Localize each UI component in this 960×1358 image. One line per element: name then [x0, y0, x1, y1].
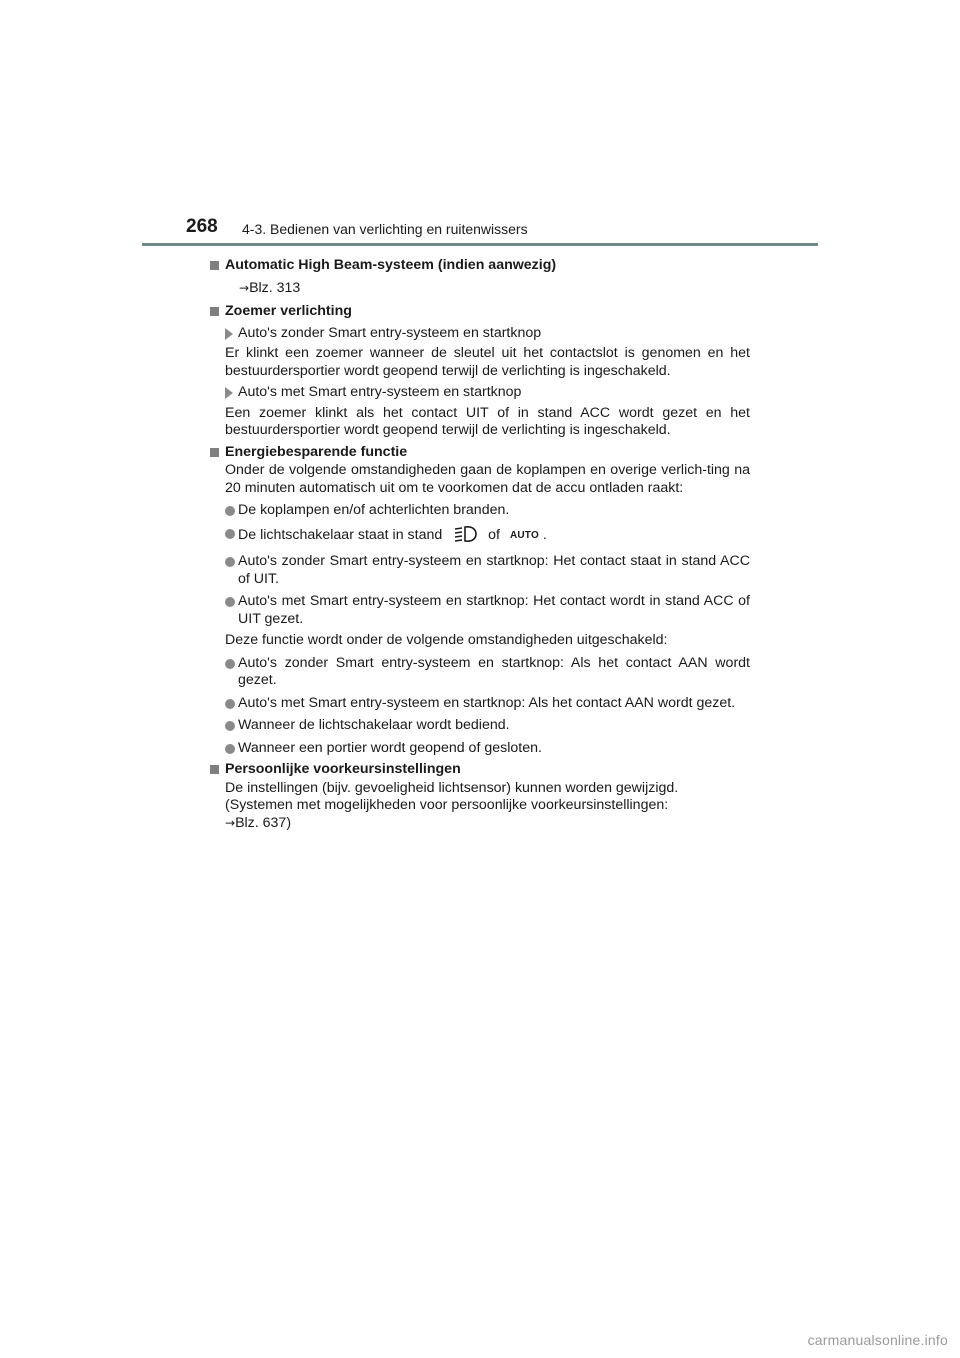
list-item-text: Auto's zonder Smart entry-systeem en startknop: Als het contact AAN wordt gezet. [238, 654, 750, 688]
list-item [210, 502, 750, 520]
list-item [210, 695, 750, 713]
dot-bullet-icon [225, 744, 235, 754]
list-item-text: De lichtschakelaar staat in stand [238, 526, 443, 543]
list-item [210, 593, 750, 628]
reference-arrow-icon: → [225, 815, 236, 830]
paragraph: Deze functie wordt onder de volgende omstandigheden uitgeschakeld: [225, 632, 668, 648]
list-item [210, 717, 750, 735]
paragraph: De instellingen (bijv. gevoeligheid lichtsensor) kunnen worden gewijzigd. [225, 779, 679, 796]
square-bullet-icon [210, 765, 219, 774]
section-heading [210, 303, 750, 321]
dot-bullet-icon [225, 721, 235, 731]
dot-bullet-icon [225, 557, 235, 567]
paragraph: Er klinkt een zoemer wanneer de sleutel uit het contactslot is genomen en het bestuurdersportier wordt geopend terwijl de verlichting is ingeschakeld. [225, 345, 750, 379]
section-title: 4-3. Bedienen van verlichting en ruitenwissers [242, 221, 528, 237]
reference-text: Blz. 637) [235, 814, 292, 831]
list-item [210, 740, 750, 758]
list-item-text: . [542, 526, 547, 543]
sub-heading-text: Auto's met Smart entry-systeem en startknop [238, 384, 522, 400]
section-heading [210, 444, 750, 462]
list-item-text: Wanneer een portier wordt geopend of gesloten. [238, 739, 542, 756]
list-item-text: Auto's met Smart entry-systeem en startknop: Als het contact AAN wordt gezet. [238, 694, 736, 711]
header-rule [142, 243, 818, 246]
sub-heading [210, 325, 750, 343]
reference-arrow-icon: → [239, 280, 250, 295]
list-item-text: De koplampen en/of achterlichten branden. [238, 502, 510, 518]
section-buzzer [210, 303, 750, 440]
section-heading [210, 761, 750, 779]
page-header [0, 0, 960, 250]
triangle-bullet-icon [225, 387, 233, 399]
auto-icon: AUTO [509, 529, 539, 541]
list-item [210, 553, 750, 588]
dot-bullet-icon [225, 506, 235, 516]
list-item-text: Wanneer de lichtschakelaar wordt bediend. [238, 717, 510, 733]
page-reference [210, 280, 750, 298]
triangle-bullet-icon [225, 328, 233, 340]
sub-heading-text: Auto's zonder Smart entry-systeem en startknop [238, 324, 542, 341]
section-personal-settings [210, 761, 750, 832]
reference-text: Blz. 313 [249, 279, 301, 296]
dot-bullet-icon [225, 659, 235, 669]
paragraph: Een zoemer klinkt als het contact UIT of in stand ACC wordt gezet en het bestuurdersportier wordt geopend terwijl de verlichting is ingeschakeld. [225, 404, 750, 438]
square-bullet-icon [210, 261, 219, 270]
dot-bullet-icon [225, 529, 235, 539]
section-auto-high-beam [210, 257, 750, 297]
page-number: 268 [186, 216, 218, 237]
watermark: carmanualsonline.info [807, 1332, 948, 1348]
square-bullet-icon [210, 448, 219, 457]
heading-text: Automatic High Beam-systeem (indien aanwezig) [225, 257, 557, 273]
paragraph: (Systemen met mogelijkheden voor persoonlijke voorkeursinstellingen: [225, 797, 669, 813]
heading-text: Energiebesparende functie [225, 443, 408, 460]
list-item-text: Auto's zonder Smart entry-systeem en startknop: Het contact staat in stand ACC of UIT. [238, 553, 750, 587]
dot-bullet-icon [225, 699, 235, 709]
square-bullet-icon [210, 307, 219, 316]
section-heading [210, 257, 750, 275]
sub-heading [210, 384, 750, 402]
section-energy-saving [210, 444, 750, 758]
page-reference [210, 815, 750, 833]
list-item [210, 655, 750, 690]
list-item [210, 525, 750, 549]
heading-text: Zoemer verlichting [225, 303, 352, 319]
list-item-text: Auto's met Smart entry-systeem en startknop: Het contact wordt in stand ACC of UIT gezet. [238, 593, 750, 627]
headlight-icon [452, 525, 478, 549]
page-content [210, 253, 750, 835]
dot-bullet-icon [225, 597, 235, 607]
list-item-text: of [488, 526, 501, 543]
paragraph: Onder de volgende omstandigheden gaan de koplampen en overige verlich-ting na 20 minuten automatisch uit om te voorkomen dat de accu ontladen raakt: [225, 462, 750, 496]
heading-text: Persoonlijke voorkeursinstellingen [225, 761, 461, 777]
